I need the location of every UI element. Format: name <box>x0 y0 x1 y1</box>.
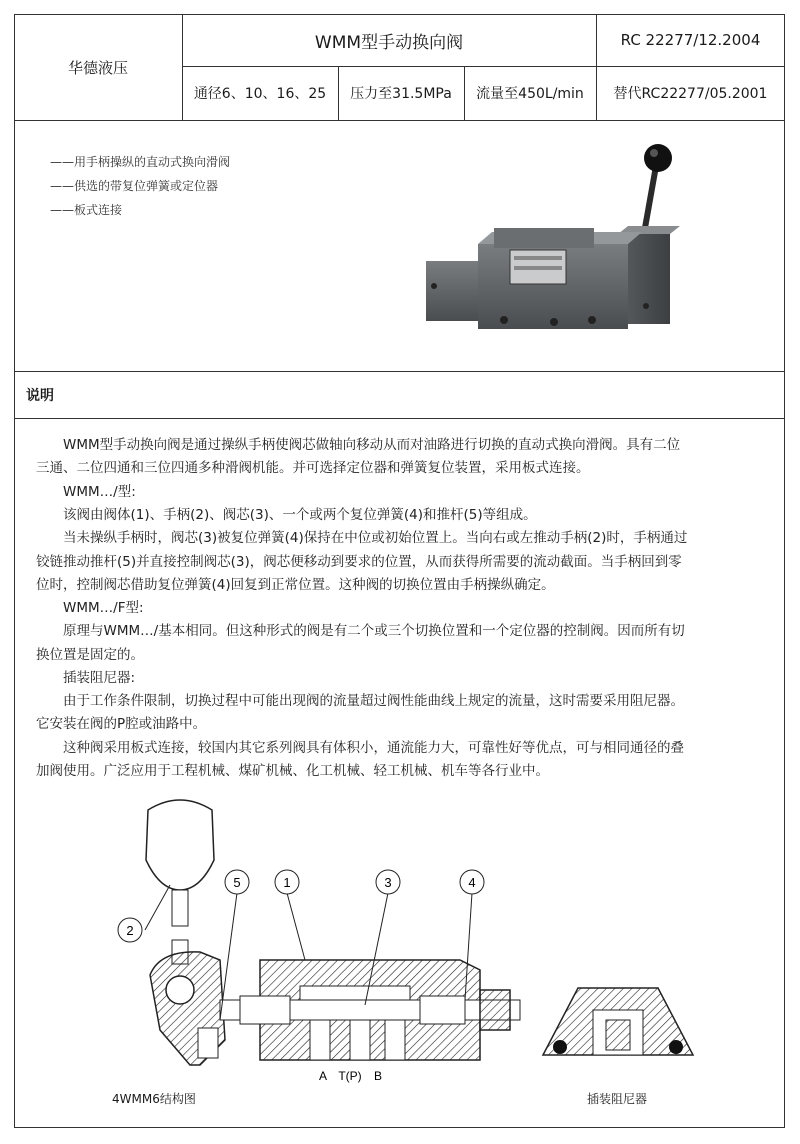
section-divider-top <box>14 371 785 372</box>
body-line: 位时，控制阀芯借助复位弹簧(4)回复到正常位置。这种阀的切换位置由手柄操纵确定。 <box>36 577 555 593</box>
structure-diagram <box>100 790 530 1090</box>
damper-caption: 插装阻尼器 <box>587 1092 648 1106</box>
body-line: 加阀使用。广泛应用于工程机械、煤矿机械、化工机械、轻工机械、机车等各行业中。 <box>36 763 549 779</box>
header-divider-bottom <box>14 120 785 121</box>
body-line: 该阀由阀体(1)、手柄(2)、阀芯(3)、一个或两个复位弹簧(4)和推杆(5)等组成。 <box>36 507 537 523</box>
page-title: WMM型手动换向阀 <box>314 32 464 53</box>
feature-item: ——供选的带复位弹簧或定位器 <box>50 179 219 193</box>
port-a: A <box>318 1069 328 1083</box>
callout-1: 1 <box>283 875 291 890</box>
port-b: B <box>373 1069 383 1083</box>
section-divider-bottom <box>14 418 785 419</box>
spec-pressure: 压力至31.5MPa <box>350 86 452 102</box>
doc-code: RC 22277/12.2004 <box>620 31 761 49</box>
callout-2: 2 <box>126 923 134 938</box>
spec-size: 通径6、10、16、25 <box>193 86 327 102</box>
body-line: WMM…/F型: <box>36 600 144 616</box>
callout-5: 5 <box>233 875 241 890</box>
feature-list <box>50 150 230 222</box>
body-line: 三通、二位四通和三位四通多种滑阀机能。并可选择定位器和弹簧复位装置，采用板式连接。 <box>36 460 590 476</box>
spec-flow: 流量至450L/min <box>476 86 584 102</box>
callout-4: 4 <box>468 875 476 890</box>
body-line: WMM型手动换向阀是通过操纵手柄使阀芯做轴向移动从而对油路进行切换的直动式换向滑阀。具有二位 <box>36 437 681 453</box>
feature-item: ——用手柄操纵的直动式换向滑阀 <box>50 155 231 169</box>
callout-3: 3 <box>384 875 392 890</box>
body-line: 铰链推动推杆(5)并直接控制阀芯(3)，阀芯便移动到要求的位置，从而获得所需要的流动截面。当手柄回到零 <box>36 554 682 570</box>
body-line: 原理与WMM…/基本相同。但这种形式的阀是有二个或三个切换位置和一个定位器的控制阀。因而所有切 <box>36 623 685 639</box>
body-line: 插装阻尼器: <box>36 670 136 686</box>
company-name: 华德液压 <box>67 58 128 77</box>
body-line: 这种阀采用板式连接，较国内其它系列阀具有体积小，通流能力大，可靠性好等优点，可与相同通径的叠 <box>36 740 684 756</box>
port-tp: T(P) <box>338 1069 362 1083</box>
body-line: 由于工作条件限制，切换过程中可能出现阀的流量超过阀性能曲线上规定的流量，这时需要采用阻尼器。 <box>36 693 684 709</box>
section-title: 说明 <box>26 388 54 404</box>
damper-diagram <box>538 980 698 1060</box>
body-line: 换位置是固定的。 <box>36 647 144 663</box>
feature-item: ——板式连接 <box>50 203 123 217</box>
spec-replace: 替代RC22277/05.2001 <box>613 86 768 102</box>
body-line: WMM…/型: <box>36 484 136 500</box>
structure-caption: 4WMM6结构图 <box>112 1092 196 1106</box>
body-line: 它安装在阀的P腔或油路中。 <box>36 716 207 732</box>
valve-photo <box>418 136 688 351</box>
body-line: 当未操纵手柄时，阀芯(3)被复位弹簧(4)保持在中位或初始位置上。当向右或左推动手柄(2)时，手柄通过 <box>36 530 688 546</box>
